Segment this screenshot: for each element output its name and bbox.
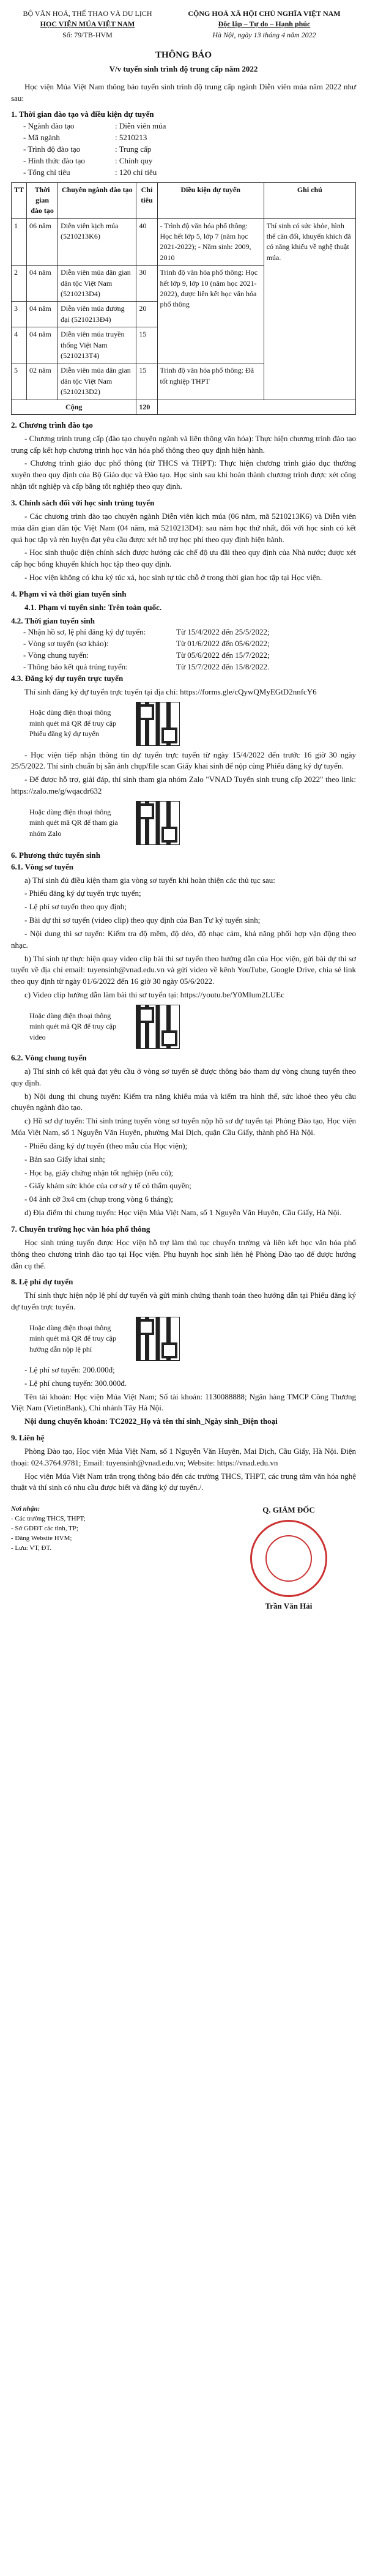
section-3-title: 3. Chính sách đối với học sinh trúng tuyển (11, 498, 155, 507)
contact-info: Phòng Đào tạo, Học viện Múa Việt Nam, số 1 Nguyễn Văn Huyên, Mai Dịch, Cầu Giấy, Hà Nội. Điện thoại: 024.3764.9781; Email: tuyensinh@vnad.edu.vn; Website: https://vnad.edu.vn (11, 1446, 356, 1467)
schedule-row: - Vòng sơ tuyển (sơ khảo): Từ 01/6/2022 đến 05/6/2022; (23, 639, 270, 649)
section-4-3-title: 4.3. Đăng ký dự tuyển trực tuyến (11, 673, 124, 683)
recipient-item: - Đăng Website HVM; (11, 1535, 72, 1543)
recipients: Nơi nhận: - Các trường THCS, THPT; - Sở GDĐT các tỉnh, TP; - Đăng Website HVM; - Lưu: VT, ĐT. (11, 1505, 158, 1612)
qr-code-icon[interactable] (136, 702, 180, 746)
list-item: - Phiếu đăng ký dự tuyển (theo mẫu của Học viện); (24, 1141, 188, 1150)
zalo-qr (29, 801, 356, 845)
list-item: - Học bạ, giấy chứng nhận tốt nghiệp (nếu có); (24, 1167, 174, 1177)
section-4-2-title: 4.2. Thời gian tuyển sinh (11, 616, 95, 625)
document-header (11, 9, 356, 40)
paragraph: Học sinh trúng tuyển được Học viện hỗ trợ làm thủ tục chuyển trường và liên kết học văn hóa phổ thông theo chương trình đào tạo tại Học viện. Phụ huynh học sinh liên hệ Phòng Đào tạo để được hướng dẫn cụ thể. (11, 1237, 356, 1270)
video-qr (29, 1005, 356, 1049)
national-motto: Độc lập – Tự do – Hạnh phúc (218, 20, 311, 29)
paragraph: - Các chương trình đào tạo chuyên ngành Diễn viên kịch múa (06 năm, mã 5210213K6) và Diễn viên múa dân gian dân tộc Việt Nam (04 năm, mã 5210213D4): sau năm học thứ nhất, đối với học sinh có kết quả học tập và rèn luyện đạt yêu cầu được xét hỗ trợ học phí theo quy định hiện hành. (11, 511, 356, 544)
program-info-row: - Hình thức đào tạo : Chính quy (23, 155, 153, 165)
paragraph: - Học sinh thuộc diện chính sách được hưởng các chế độ ưu đãi theo quy định của Nhà nước; được xét cấp học bổng khuyến khích học tập theo quy định. (11, 548, 356, 569)
paragraph: a) Thí sinh có kết quả đạt yêu cầu ở vòng sơ tuyển sẽ được thông báo tham dự vòng chung tuyển theo quy định. (11, 1066, 356, 1087)
signature-area (11, 1505, 356, 1612)
qr-code-icon[interactable] (136, 1005, 180, 1049)
schedule-row: - Vòng chung tuyển: Từ 05/6/2022 đến 15/7/2022; (23, 650, 270, 660)
bank-info: Tên tài khoản: Học viện Múa Việt Nam; Số tài khoản: 1130088888; Ngân hàng TMCP Công Thương Việt Nam (VietinBank), Chi nhánh Tây Hà Nội. (11, 1391, 356, 1413)
section-1-title: 1. Thời gian đào tạo và điều kiện dự tuyển (11, 110, 154, 119)
transfer-content: Nội dung chuyển khoản: TC2022_Họ và tên thí sinh_Ngày sinh_Điện thoại (24, 1416, 278, 1426)
list-item: - Nội dung thi sơ tuyển: Kiểm tra độ mềm, độ dẻo, độ nhạc cảm, khả năng phối hợp vận động theo nhạc. (11, 928, 356, 950)
registration-qr (29, 702, 356, 746)
paragraph: d) Địa điểm thi chung tuyển: Học viện Múa Việt Nam, số 1 Nguyễn Văn Huyên, Cầu Giấy, Hà Nội. (24, 1208, 342, 1218)
table-row: 3 04 năm Diễn viên múa đương đại (5210213Đ4) 20 (12, 302, 356, 327)
zalo-link-text[interactable]: - Để được hỗ trợ, giải đáp, thí sinh tham gia nhóm Zalo "VNAD Tuyển sinh trung cấp 2022" theo link: https://zalo.me/g/wqacdr632 (11, 775, 356, 796)
list-item: - Giấy khám sức khỏe của cơ sở y tế có thẩm quyền; (24, 1181, 191, 1191)
ministry-name: BỘ VĂN HOÁ, THỂ THAO VÀ DU LỊCH (23, 9, 152, 18)
issue-date: Hà Nội, ngày 13 tháng 4 năm 2022 (212, 30, 316, 39)
registration-link-text[interactable]: Thí sinh đăng ký dự tuyển trực tuyến tại địa chỉ: https://forms.gle/cQywQMyEGtD2nnfcY6 (24, 687, 317, 696)
list-item: - Phiếu đăng ký dự tuyển trực tuyến; (24, 888, 141, 898)
scope-text: 4.1. Phạm vi tuyển sinh: Trên toàn quốc. (24, 602, 162, 612)
table-row: 5 02 năm Diễn viên múa dân gian dân tộc Việt Nam (5210213D2) 15 Trình độ văn hóa phổ thông: Đã tốt nghiệp THPT (12, 363, 356, 400)
paragraph: - Học viện không có khu ký túc xá, học sinh tự túc chỗ ở trong thời gian học tập tại Học viện. (24, 573, 322, 583)
paragraph: c) Hồ sơ dự tuyển: Thí sinh trúng tuyển vòng sơ tuyển nộp hồ sơ dự tuyển tại Phòng Đào tạo, Học viện Múa Việt Nam, số 1 Nguyễn Văn Huyên, phường Mai Dịch, quận Cầu Giấy, thành phố Hà Nội. (11, 1116, 356, 1137)
table-header-row: TT Thời gian đào tạo Chuyên ngành đào tạo Chỉ tiêu Điều kiện dự tuyển Ghi chú (12, 182, 356, 218)
table-total-row: Cộng 120 (12, 400, 356, 414)
nation-name: CỘNG HOÀ XÃ HỘI CHỦ NGHĨA VIỆT NAM (188, 9, 341, 18)
fee-item: - Lệ phí chung tuyển: 300.000đ. (24, 1378, 127, 1388)
table-row: 4 04 năm Diễn viên múa truyền thống Việt Nam (5210213T4) 15 (12, 327, 356, 363)
nation-block (172, 9, 356, 40)
qr-caption: Hoặc dùng điện thoại thông minh quét mã QR để truy cập Phiếu đăng ký dự tuyển (29, 708, 116, 739)
list-item: - Bản sao Giấy khai sinh; (24, 1154, 105, 1164)
section-7-title: 7. Chuyển trường học văn hóa phổ thông (11, 1224, 150, 1234)
paragraph: a) Thí sinh đủ điều kiện tham gia vòng sơ tuyển khi hoàn thiện các thủ tục sau: (24, 875, 275, 885)
qr-caption: Hoặc dùng điện thoại thông minh quét mã QR để truy cập video (29, 1011, 116, 1041)
list-item: - Bài dự thi sơ tuyển (video clip) theo quy định của Ban Tư ký tuyển sinh; (24, 915, 261, 925)
qr-caption: Hoặc dùng điện thoại thông minh quét mã QR để truy cập hướng dẫn nộp lệ phí (29, 1323, 116, 1353)
qr-code-icon[interactable] (136, 1317, 180, 1361)
schedule-row: - Thông báo kết quả trúng tuyển: Từ 15/7/2022 đến 15/8/2022. (23, 661, 270, 671)
qr-code-icon[interactable] (136, 801, 180, 845)
fee-item: - Lệ phí sơ tuyển: 200.000đ; (24, 1364, 115, 1374)
section-8-title: 8. Lệ phí dự tuyển (11, 1277, 73, 1287)
section-6-1-title: 6.1. Vòng sơ tuyển (11, 862, 73, 871)
section-2-title: 2. Chương trình đào tạo (11, 420, 93, 430)
document-number: Số: 79/TB-HVM (62, 30, 113, 39)
program-info-row: - Trình độ đào tạo : Trung cấp (23, 144, 152, 154)
paragraph: - Chương trình trung cấp (đào tạo chuyên ngành và liên thông văn hóa): Thực hiện chương trình đào tạo trung cấp kết hợp chương trình học văn hóa phổ thông theo quy định hiện hành. (11, 433, 356, 455)
program-info-row: - Mã ngành : 5210213 (23, 133, 147, 143)
qr-caption: Hoặc dùng điện thoại thông minh quét mã QR để tham gia nhóm Zalo (29, 807, 118, 838)
section-6-title: 6. Phương thức tuyển sinh (11, 850, 100, 860)
academy-name: HỌC VIỆN MÚA VIỆT NAM (40, 20, 135, 29)
recipient-item: - Lưu: VT, ĐT. (11, 1544, 52, 1552)
program-info-row: - Tổng chỉ tiêu : 120 chỉ tiêu (23, 167, 157, 177)
video-link-text[interactable]: c) Video clip hướng dẫn làm bài thi sơ tuyển tại: https://youtu.be/Y0Mlum2LUEc (24, 990, 284, 1000)
program-info-row: - Ngành đào tạo : Diễn viên múa (23, 121, 166, 131)
section-9-title: 9. Liên hệ (11, 1433, 45, 1443)
paragraph: Thí sinh thực hiện nộp lệ phí dự tuyển và gửi minh chứng thanh toán theo hướng dẫn tại Phiếu đăng ký dự tuyển trực tuyến. (11, 1290, 356, 1312)
paragraph: b) Thí sinh tự thực hiện quay video clip bài thi sơ tuyển theo hướng dẫn của Học viện, gửi bài dự thi sơ tuyển về địa chỉ email: tuyensinh@vnad.edu.vn và gửi video về kênh YouTube, Google Drive, chia sẻ link theo quy định từ ngày 01/6/2022 đến 16 giờ 30 ngày 05/6/2022. (11, 953, 356, 986)
recipient-item: - Sở GDĐT các tỉnh, TP; (11, 1525, 78, 1533)
document-subtitle: V/v tuyển sinh trình độ trung cấp năm 2022 (109, 64, 258, 73)
document-title: THÔNG BÁO (155, 50, 212, 61)
table-row: 2 04 năm Diễn viên múa dân gian dân tộc Việt Nam (5210213D4) 30 Trình độ văn hóa phổ thông: Học hết lớp 9, lớp 10 (năm học 2021-2022), được liên kết học văn hóa phổ thông (12, 266, 356, 302)
table-note: Thí sinh có sức khỏe, hình thể cân đối, khuyến khích đã có năng khiếu về nghệ thuật múa. (264, 218, 355, 400)
admission-table (11, 182, 356, 415)
fee-qr (29, 1317, 356, 1361)
list-item: - 04 ảnh cỡ 3x4 cm (chụp trong vòng 6 tháng); (24, 1194, 173, 1204)
closing-paragraph: Học viện Múa Việt Nam trân trọng thông báo đến các trường THCS, THPT, các trung tâm văn hóa nghệ thuật và thí sinh có nhu cầu được biết và đăng ký dự tuyển./. (11, 1471, 356, 1492)
signer-role: Q. GIÁM ĐỐC (262, 1505, 315, 1515)
paragraph: b) Nội dung thi chung tuyển: Kiểm tra năng khiếu múa và kiểm tra hình thể, sức khoẻ theo yêu cầu chuyên ngành đào tạo. (11, 1091, 356, 1112)
table-row: 1 06 năm Diễn viên kịch múa (5210213K6) 40 - Trình độ văn hóa phổ thông: Học hết lớp 5, lớp 7 (năm học 2021-2022); - Năm sinh: 2009, 2010 Thí sinh có sức khỏe, hình thể cân đối, khuyến khích đã có năng khiếu về nghệ thuật múa. (12, 218, 356, 266)
intro-paragraph: Học viện Múa Việt Nam thông báo tuyển sinh trình độ trung cấp ngành Diễn viên múa năm 2022 như sau: (11, 81, 356, 103)
program-info (11, 121, 356, 178)
official-seal-icon (250, 1520, 327, 1597)
signer-block (221, 1505, 356, 1612)
schedule-row: - Nhận hồ sơ, lệ phí đăng ký dự tuyển: Từ 15/4/2022 đến 25/5/2022; (23, 627, 270, 637)
signer-name: Trần Văn Hải (265, 1601, 313, 1611)
recipient-item: - Các trường THCS, THPT; (11, 1515, 86, 1523)
issuer-block (11, 9, 164, 40)
section-4-title: 4. Phạm vi và thời gian tuyển sinh (11, 589, 127, 598)
paragraph: - Học viện tiếp nhận thông tin dự tuyển trực tuyến từ ngày 15/4/2022 đến trước 16 giờ 30 ngày 25/5/2022. Thí sinh chuẩn bị sẵn ảnh chụp/file scan Giấy khai sinh để nộp cùng Phiếu đăng ký dự tuyển. (11, 750, 356, 771)
paragraph: - Chương trình giáo dục phổ thông (từ THCS và THPT): Thực hiện chương trình giáo dục thường xuyên theo quy định của Bộ Giáo dục và Đào tạo. Học sinh sau khi hoàn thành chương trình được xét công nhận tốt nghiệp và cấp bằng tốt nghiệp theo quy định. (11, 458, 356, 491)
list-item: - Lệ phí sơ tuyển theo quy định; (24, 902, 127, 912)
section-6-2-title: 6.2. Vòng chung tuyển (11, 1053, 87, 1062)
